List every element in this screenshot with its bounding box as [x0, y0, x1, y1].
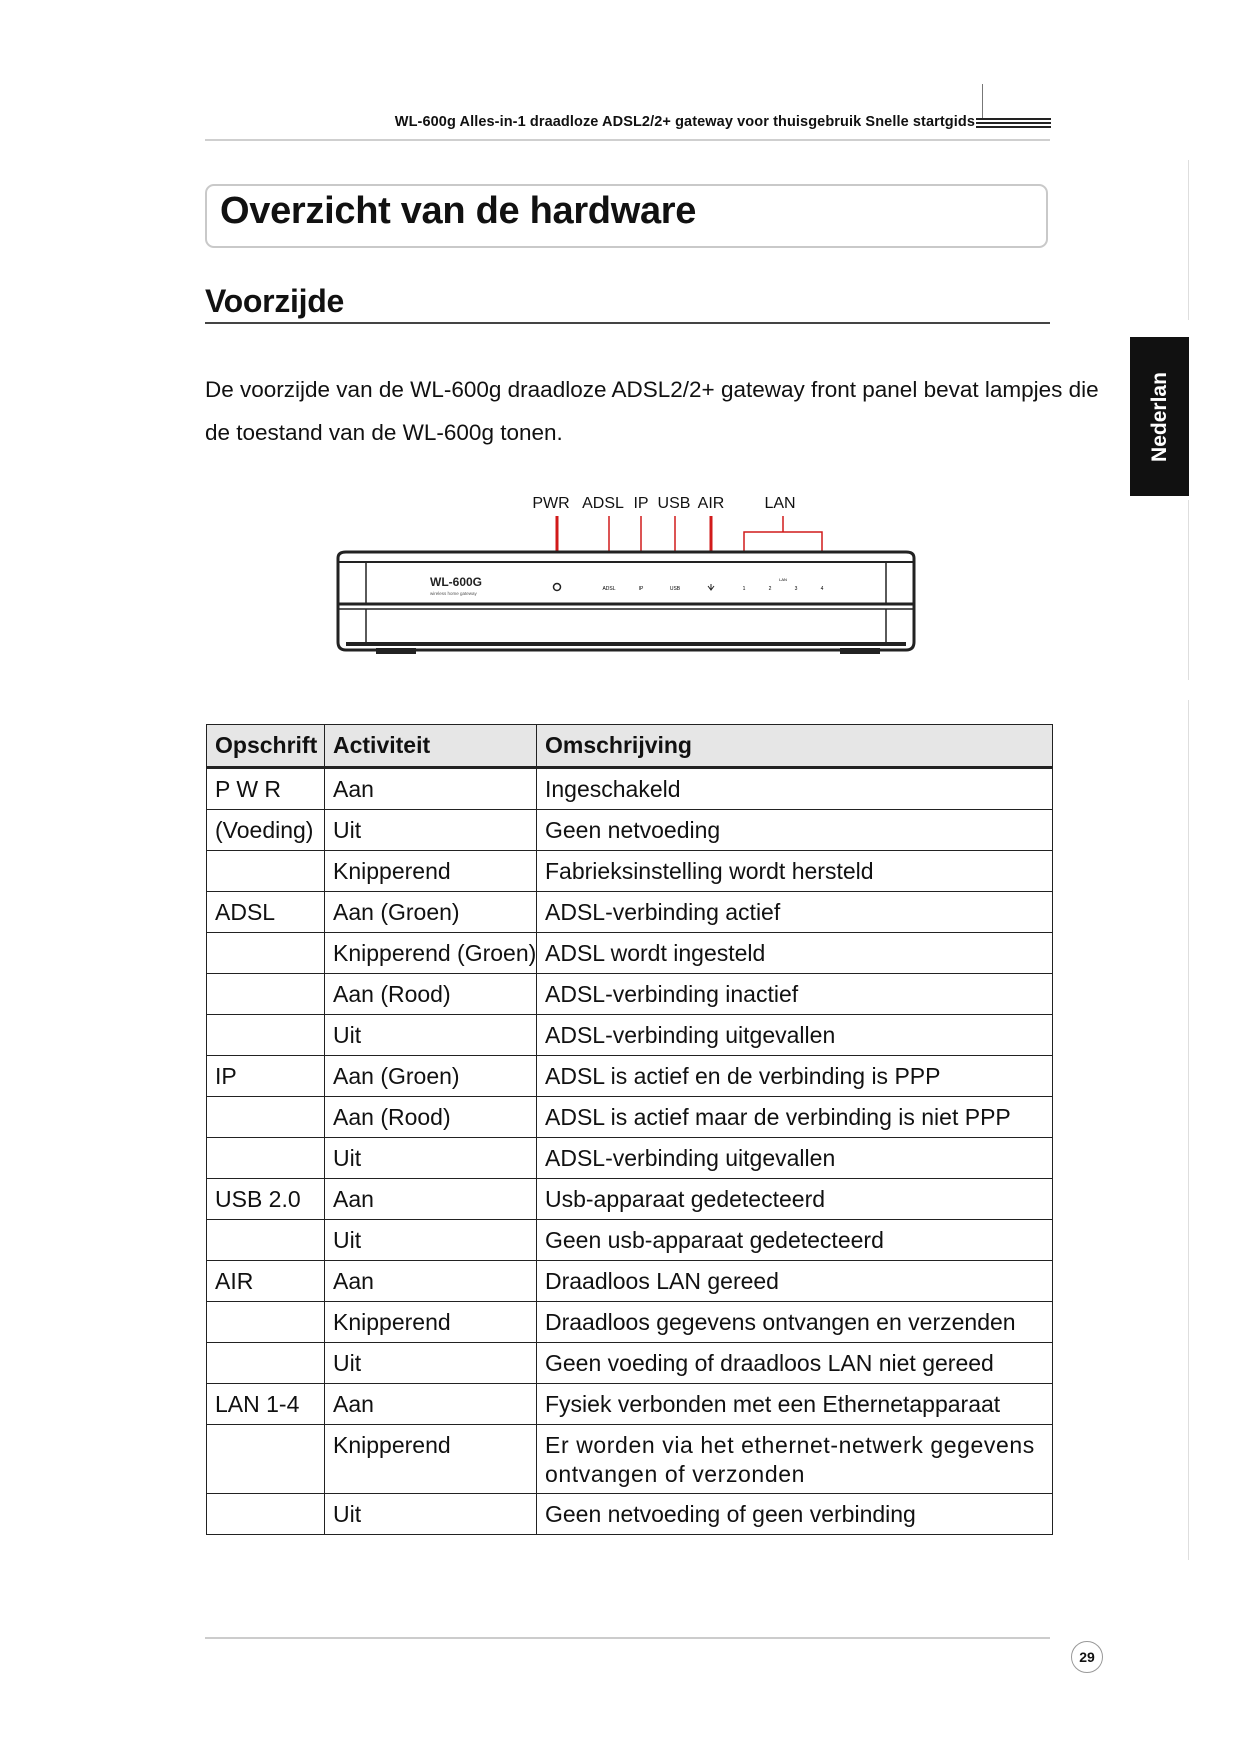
- description-cell: Geen netvoeding of geen verbinding: [537, 1494, 1053, 1535]
- label-cell: [207, 1494, 325, 1535]
- activity-cell: Uit: [325, 1015, 537, 1056]
- table-row: [207, 810, 1053, 851]
- footer-divider: [205, 1637, 1050, 1639]
- panel-label-lan2: 2: [768, 586, 772, 592]
- table-row: [207, 1097, 1053, 1138]
- description-cell: ADSL-verbinding actief: [537, 892, 1053, 933]
- panel-label-lan4: 4: [820, 586, 824, 592]
- panel-label-lan: LAN: [779, 577, 787, 582]
- label-cell: [207, 1220, 325, 1261]
- section-divider: [205, 322, 1050, 324]
- activity-cell: Aan: [325, 1384, 537, 1425]
- activity-cell: Aan: [325, 1179, 537, 1220]
- table-row: [207, 1302, 1053, 1343]
- table-row: [207, 974, 1053, 1015]
- table-row: [207, 851, 1053, 892]
- description-cell: ADSL-verbinding uitgevallen: [537, 1138, 1053, 1179]
- description-cell: ADSL-verbinding inactief: [537, 974, 1053, 1015]
- activity-cell: Knipperend: [325, 851, 537, 892]
- diagram-label-usb: USB: [657, 495, 691, 512]
- activity-cell: Aan (Rood): [325, 974, 537, 1015]
- table-row: [207, 1179, 1053, 1220]
- diagram-label-ip: IP: [633, 495, 649, 512]
- table-row: [207, 768, 1053, 810]
- activity-cell: Aan (Groen): [325, 1056, 537, 1097]
- description-cell: Geen usb-apparaat gedetecteerd: [537, 1220, 1053, 1261]
- table-row: [207, 1015, 1053, 1056]
- panel-label-lan3: 3: [794, 586, 798, 592]
- description-cell: ADSL is actief maar de verbinding is niet PPP: [537, 1097, 1053, 1138]
- table-row: [207, 1056, 1053, 1097]
- panel-label-adsl: ADSL: [602, 586, 616, 592]
- activity-cell: Aan (Groen): [325, 892, 537, 933]
- running-header: WL-600g Alles-in-1 draadloze ADSL2/2+ gateway voor thuisgebruik Snelle startgids: [394, 114, 975, 130]
- activity-cell: Uit: [325, 1494, 537, 1535]
- header-decoration: [982, 84, 983, 118]
- activity-cell: Knipperend: [325, 1425, 537, 1494]
- language-tab: [1130, 337, 1189, 496]
- diagram-label-adsl: ADSL: [582, 495, 624, 512]
- activity-cell: Aan: [325, 768, 537, 810]
- table-row: [207, 1220, 1053, 1261]
- table-row: [207, 933, 1053, 974]
- diagram-label-air: AIR: [697, 495, 725, 512]
- header-decoration-lines: [976, 118, 1051, 132]
- router-front-diagram: [330, 492, 930, 692]
- label-cell: [207, 933, 325, 974]
- table-row: [207, 1261, 1053, 1302]
- description-cell: ADSL wordt ingesteld: [537, 933, 1053, 974]
- edge-rule: [1188, 160, 1189, 320]
- label-cell: (Voeding): [207, 810, 325, 851]
- language-tab-label: Nederlan: [1147, 371, 1171, 462]
- label-cell: [207, 974, 325, 1015]
- activity-cell: Uit: [325, 1138, 537, 1179]
- table-row: [207, 892, 1053, 933]
- description-cell: Er worden via het ethernet-netwerk gegevens ontvangen of verzonden: [537, 1425, 1053, 1494]
- table-row: [207, 1425, 1053, 1494]
- table-header-row: [207, 725, 1053, 768]
- diagram-label-pwr: PWR: [532, 495, 570, 512]
- intro-paragraph: De voorzijde van de WL-600g draadloze ADSL2/2+ gateway front panel bevat lampjes die de toestand van de WL-600g tonen.: [205, 377, 1099, 445]
- activity-cell: Aan (Rood): [325, 1097, 537, 1138]
- description-cell: Draadloos gegevens ontvangen en verzenden: [537, 1302, 1053, 1343]
- activity-cell: Knipperend: [325, 1302, 537, 1343]
- led-status-table: [206, 724, 1053, 1535]
- label-cell: P W R: [207, 768, 325, 810]
- label-cell: ADSL: [207, 892, 325, 933]
- activity-cell: Uit: [325, 810, 537, 851]
- label-cell: [207, 1425, 325, 1494]
- header-cell: Omschrijving: [537, 725, 1053, 768]
- description-cell: ADSL-verbinding uitgevallen: [537, 1015, 1053, 1056]
- description-cell: Fabrieksinstelling wordt hersteld: [537, 851, 1053, 892]
- header-cell: Activiteit: [325, 725, 537, 768]
- panel-label-ip: IP: [638, 586, 644, 592]
- panel-label-usb: USB: [669, 586, 681, 592]
- table-row: [207, 1494, 1053, 1535]
- description-cell: Fysiek verbonden met een Ethernetapparaat: [537, 1384, 1053, 1425]
- label-cell: [207, 1138, 325, 1179]
- header-divider: [205, 139, 1050, 141]
- label-cell: [207, 1343, 325, 1384]
- page-number: 29: [1071, 1641, 1103, 1673]
- label-cell: [207, 1015, 325, 1056]
- edge-rule: [1188, 700, 1189, 1560]
- activity-cell: Uit: [325, 1343, 537, 1384]
- description-cell: Ingeschakeld: [537, 768, 1053, 810]
- label-cell: USB 2.0: [207, 1179, 325, 1220]
- activity-cell: Uit: [325, 1220, 537, 1261]
- label-cell: [207, 851, 325, 892]
- label-cell: IP: [207, 1056, 325, 1097]
- description-cell: Draadloos LAN gereed: [537, 1261, 1053, 1302]
- label-cell: LAN 1-4: [207, 1384, 325, 1425]
- description-cell: Geen voeding of draadloos LAN niet gereed: [537, 1343, 1053, 1384]
- panel-label-lan1: 1: [742, 586, 746, 592]
- label-cell: [207, 1302, 325, 1343]
- device-subtitle-label: wireless home gateway: [430, 591, 477, 596]
- table-row: [207, 1138, 1053, 1179]
- label-cell: [207, 1097, 325, 1138]
- section-title: Voorzijde: [205, 283, 344, 319]
- header-cell: Opschrift: [207, 725, 325, 768]
- table-row: [207, 1384, 1053, 1425]
- table-row: [207, 1343, 1053, 1384]
- diagram-label-lan: LAN: [764, 495, 796, 512]
- description-cell: Geen netvoeding: [537, 810, 1053, 851]
- edge-rule: [1188, 500, 1189, 680]
- page-title: Overzicht van de hardware: [220, 190, 697, 232]
- router-body: [338, 552, 914, 654]
- activity-cell: Aan: [325, 1261, 537, 1302]
- description-cell: Usb-apparaat gedetecteerd: [537, 1179, 1053, 1220]
- description-cell: ADSL is actief en de verbinding is PPP: [537, 1056, 1053, 1097]
- device-model-label: WL-600G: [430, 575, 483, 589]
- activity-cell: Knipperend (Groen): [325, 933, 537, 974]
- label-cell: AIR: [207, 1261, 325, 1302]
